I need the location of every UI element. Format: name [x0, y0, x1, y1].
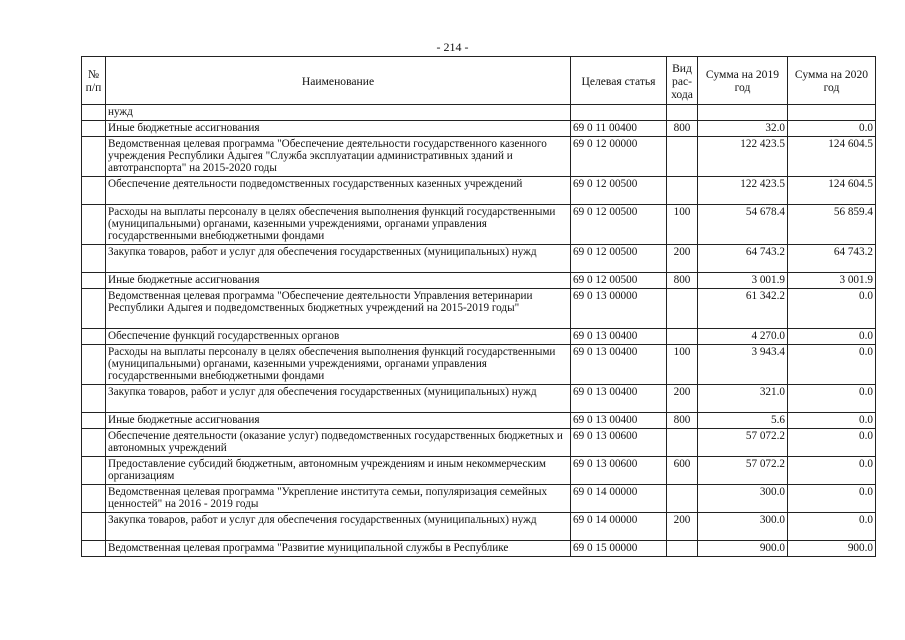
row-name-cell: Ведомственная целевая программа "Укрепление института семьи, популяризация семейных ценностей" на 2016 - 2019 годы: [106, 485, 571, 513]
row-name-cell: Иные бюджетные ассигнования: [106, 413, 571, 429]
row-name-cell: Иные бюджетные ассигнования: [106, 121, 571, 137]
row-type-cell: [667, 105, 698, 121]
row-number-cell: [82, 273, 106, 289]
table-row: [82, 177, 876, 205]
row-code-cell: 69 0 13 00400: [571, 329, 667, 345]
row-sum-2020-cell: 124 604.5: [788, 177, 876, 205]
header-name: Наименование: [106, 57, 571, 105]
row-type-cell: [667, 289, 698, 329]
row-code-cell: [571, 105, 667, 121]
row-type-cell: 100: [667, 345, 698, 385]
budget-table: [81, 56, 876, 557]
row-code-cell: 69 0 14 00000: [571, 513, 667, 541]
table-row: [82, 413, 876, 429]
row-type-cell: [667, 329, 698, 345]
page-number: - 214 -: [436, 40, 469, 54]
row-sum-2019-cell: 54 678.4: [698, 205, 788, 245]
row-sum-2019-cell: 300.0: [698, 513, 788, 541]
row-code-cell: 69 0 13 00400: [571, 345, 667, 385]
row-name-cell: нужд: [106, 105, 571, 121]
table-row: [82, 329, 876, 345]
table-row: [82, 385, 876, 413]
row-name-cell: Ведомственная целевая программа "Обеспечение деятельности государственного казенного учреждения Республики Адыгея "Служба эксплуатации административных зданий и автотранспорта" на 2015-2020 годы: [106, 137, 571, 177]
row-sum-2020-cell: 0.0: [788, 329, 876, 345]
row-code-cell: 69 0 13 00000: [571, 289, 667, 329]
row-number-cell: [82, 513, 106, 541]
row-type-cell: [667, 429, 698, 457]
row-sum-2020-cell: 0.0: [788, 485, 876, 513]
row-number-cell: [82, 205, 106, 245]
row-type-cell: 200: [667, 385, 698, 413]
header-sum-2020: Сумма на 2020 год: [788, 57, 876, 105]
row-sum-2019-cell: 900.0: [698, 541, 788, 557]
row-type-cell: 100: [667, 205, 698, 245]
header-type: Вид рас- хода: [667, 57, 698, 105]
table-row: [82, 137, 876, 177]
row-sum-2020-cell: 0.0: [788, 345, 876, 385]
row-sum-2020-cell: 0.0: [788, 513, 876, 541]
row-number-cell: [82, 105, 106, 121]
table-row: [82, 289, 876, 329]
row-type-cell: 800: [667, 413, 698, 429]
header-code: Целевая статья: [571, 57, 667, 105]
header-sum-2019: Сумма на 2019 год: [698, 57, 788, 105]
row-code-cell: 69 0 13 00400: [571, 413, 667, 429]
row-number-cell: [82, 457, 106, 485]
row-name-cell: Расходы на выплаты персоналу в целях обеспечения выполнения функций государственными (муниципальными) органами, казенными учреждениями, органами управления государственными внебюджетными фондами: [106, 205, 571, 245]
row-code-cell: 69 0 11 00400: [571, 121, 667, 137]
row-type-cell: 800: [667, 273, 698, 289]
row-sum-2020-cell: 0.0: [788, 413, 876, 429]
row-name-cell: Предоставление субсидий бюджетным, автономным учреждениям и иным некоммерческим организациям: [106, 457, 571, 485]
row-type-cell: 200: [667, 245, 698, 273]
table-body: [82, 105, 876, 557]
row-sum-2019-cell: [698, 105, 788, 121]
row-code-cell: 69 0 12 00500: [571, 273, 667, 289]
row-sum-2019-cell: 300.0: [698, 485, 788, 513]
row-number-cell: [82, 385, 106, 413]
row-sum-2020-cell: 0.0: [788, 429, 876, 457]
row-name-cell: Обеспечение деятельности (оказание услуг) подведомственных государственных бюджетных и автономных учреждений: [106, 429, 571, 457]
row-name-cell: Обеспечение деятельности подведомственных государственных казенных учреждений: [106, 177, 571, 205]
row-code-cell: 69 0 13 00400: [571, 385, 667, 413]
row-name-cell: Обеспечение функций государственных органов: [106, 329, 571, 345]
table-row: [82, 245, 876, 273]
table-row: [82, 105, 876, 121]
row-code-cell: 69 0 13 00600: [571, 429, 667, 457]
row-sum-2020-cell: 64 743.2: [788, 245, 876, 273]
row-type-cell: 200: [667, 513, 698, 541]
row-sum-2019-cell: 32.0: [698, 121, 788, 137]
row-code-cell: 69 0 12 00500: [571, 245, 667, 273]
table-row: [82, 457, 876, 485]
table-row: [82, 541, 876, 557]
row-number-cell: [82, 345, 106, 385]
row-name-cell: Иные бюджетные ассигнования: [106, 273, 571, 289]
table-header-row: [82, 57, 876, 105]
row-type-cell: [667, 177, 698, 205]
table-row: [82, 205, 876, 245]
row-name-cell: Расходы на выплаты персоналу в целях обеспечения выполнения функций государственными (муниципальными) органами, казенными учреждениями, органами управления государственными внебюджетными фондами: [106, 345, 571, 385]
row-number-cell: [82, 177, 106, 205]
row-number-cell: [82, 121, 106, 137]
row-sum-2019-cell: 5.6: [698, 413, 788, 429]
row-number-cell: [82, 541, 106, 557]
row-sum-2019-cell: 3 001.9: [698, 273, 788, 289]
table-row: [82, 485, 876, 513]
row-code-cell: 69 0 12 00500: [571, 177, 667, 205]
row-number-cell: [82, 329, 106, 345]
table-row: [82, 513, 876, 541]
row-code-cell: 69 0 13 00600: [571, 457, 667, 485]
row-sum-2019-cell: 122 423.5: [698, 177, 788, 205]
row-sum-2020-cell: 0.0: [788, 385, 876, 413]
row-sum-2019-cell: 57 072.2: [698, 429, 788, 457]
row-code-cell: 69 0 15 00000: [571, 541, 667, 557]
row-sum-2019-cell: 3 943.4: [698, 345, 788, 385]
row-sum-2020-cell: [788, 105, 876, 121]
row-type-cell: 800: [667, 121, 698, 137]
row-number-cell: [82, 137, 106, 177]
row-sum-2020-cell: 3 001.9: [788, 273, 876, 289]
row-sum-2019-cell: 321.0: [698, 385, 788, 413]
row-sum-2019-cell: 64 743.2: [698, 245, 788, 273]
row-number-cell: [82, 289, 106, 329]
row-name-cell: Закупка товаров, работ и услуг для обеспечения государственных (муниципальных) нужд: [106, 513, 571, 541]
row-name-cell: Закупка товаров, работ и услуг для обеспечения государственных (муниципальных) нужд: [106, 245, 571, 273]
row-code-cell: 69 0 12 00000: [571, 137, 667, 177]
row-sum-2019-cell: 61 342.2: [698, 289, 788, 329]
row-code-cell: 69 0 12 00500: [571, 205, 667, 245]
row-number-cell: [82, 413, 106, 429]
row-name-cell: Ведомственная целевая программа "Обеспечение деятельности Управления ветеринарии Республики Адыгея и подведомственных бюджетных учреждений на 2015-2019 годы": [106, 289, 571, 329]
row-number-cell: [82, 245, 106, 273]
table-row: [82, 121, 876, 137]
row-sum-2020-cell: 0.0: [788, 457, 876, 485]
row-sum-2019-cell: 57 072.2: [698, 457, 788, 485]
table-row: [82, 273, 876, 289]
row-type-cell: [667, 485, 698, 513]
row-sum-2020-cell: 900.0: [788, 541, 876, 557]
row-number-cell: [82, 429, 106, 457]
row-type-cell: [667, 137, 698, 177]
row-name-cell: Ведомственная целевая программа "Развитие муниципальной службы в Республике: [106, 541, 571, 557]
row-code-cell: 69 0 14 00000: [571, 485, 667, 513]
row-type-cell: [667, 541, 698, 557]
row-sum-2019-cell: 122 423.5: [698, 137, 788, 177]
row-sum-2020-cell: 0.0: [788, 289, 876, 329]
row-sum-2020-cell: 0.0: [788, 121, 876, 137]
table-row: [82, 429, 876, 457]
row-sum-2019-cell: 4 270.0: [698, 329, 788, 345]
row-type-cell: 600: [667, 457, 698, 485]
row-name-cell: Закупка товаров, работ и услуг для обеспечения государственных (муниципальных) нужд: [106, 385, 571, 413]
header-num: № п/п: [82, 57, 106, 105]
row-sum-2020-cell: 124 604.5: [788, 137, 876, 177]
row-number-cell: [82, 485, 106, 513]
table-row: [82, 345, 876, 385]
row-sum-2020-cell: 56 859.4: [788, 205, 876, 245]
